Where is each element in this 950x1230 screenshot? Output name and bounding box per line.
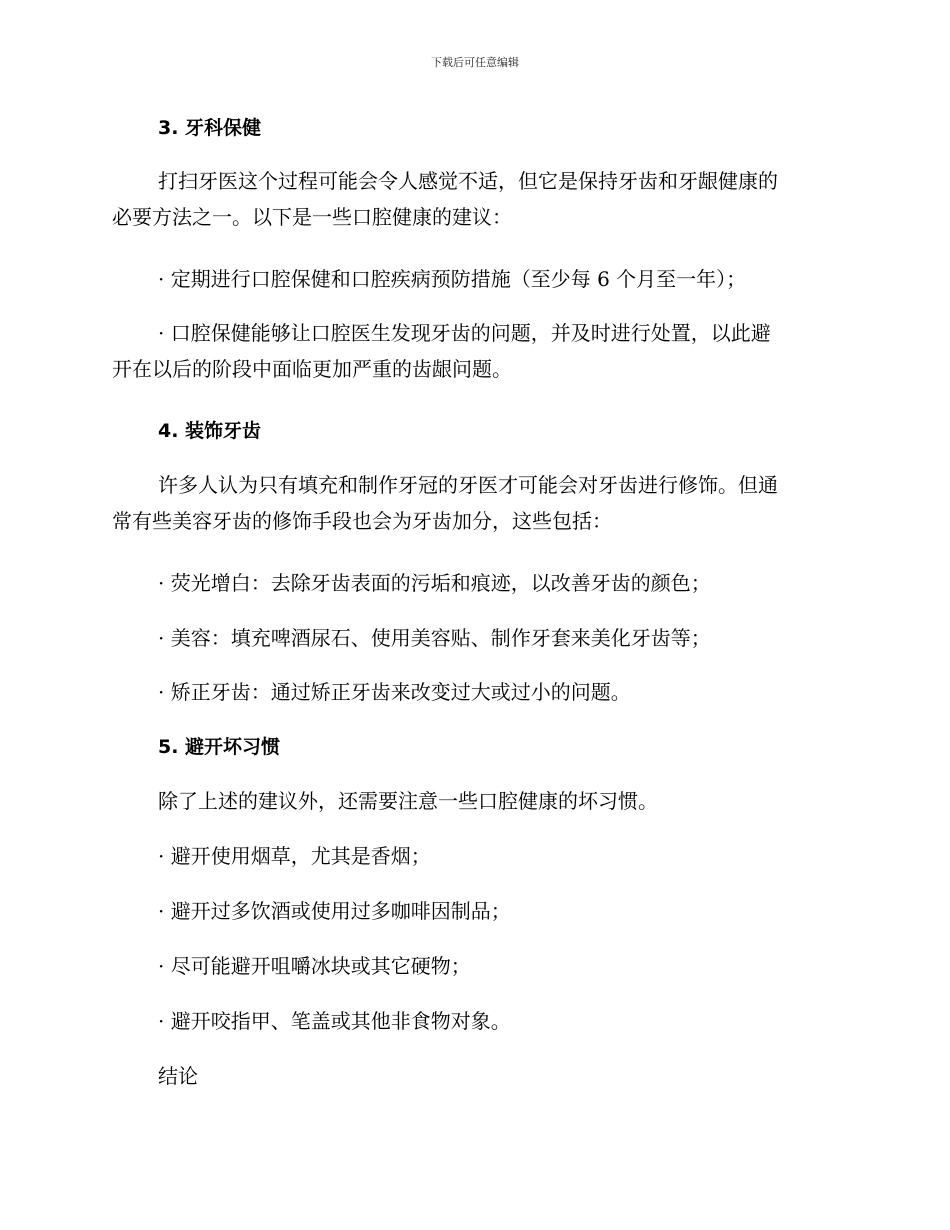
page-header: 下载后可任意编辑 xyxy=(431,56,519,69)
section-5-bullet-4: · 避开咬指甲、笔盖或其他非食物对象。 xyxy=(158,1009,511,1033)
section-3-bullet-2-line2: 开在以后的阶段中面临更加严重的齿龈问题。 xyxy=(112,357,512,381)
section-4-intro-line1: 许多人认为只有填充和制作牙冠的牙医才可能会对牙齿进行修饰。但通 xyxy=(158,473,778,497)
section-4-heading: 4. 装饰牙齿 xyxy=(158,420,262,442)
section-4-bullet-3: · 矫正牙齿：通过矫正牙齿来改变过大或过小的问题。 xyxy=(158,680,631,704)
section-3-bullet-1: · 定期进行口腔保健和口腔疾病预防措施（至少每 6 个月至一年）； xyxy=(158,267,747,291)
section-3-bullet-2 xyxy=(112,315,832,387)
section-3-intro-line2: 必要方法之一。以下是一些口腔健康的建议： xyxy=(112,205,512,229)
section-5-bullet-3: · 尽可能避开咀嚼冰块或其它硬物； xyxy=(158,954,471,978)
section-5-heading: 5. 避开坏习惯 xyxy=(158,736,281,758)
section-3-intro xyxy=(112,163,832,235)
section-4-intro-line2: 常有些美容牙齿的修饰手段也会为牙齿加分，这些包括： xyxy=(112,509,612,533)
section-5-bullet-1: · 避开使用烟草，尤其是香烟； xyxy=(158,844,431,868)
section-5-bullet-2: · 避开过多饮酒或使用过多咖啡因制品； xyxy=(158,899,511,923)
section-3-intro-line1: 打扫牙医这个过程可能会令人感觉不适，但它是保持牙齿和牙龈健康的 xyxy=(158,169,778,193)
section-5-intro: 除了上述的建议外，还需要注意一些口腔健康的坏习惯。 xyxy=(158,789,658,813)
section-4-intro xyxy=(112,467,832,539)
section-4-bullet-1: · 荧光增白：去除牙齿表面的污垢和痕迹，以改善牙齿的颜色； xyxy=(158,571,711,595)
conclusion-heading: 结论 xyxy=(158,1064,198,1088)
section-3-bullet-2-line1: · 口腔保健能够让口腔医生发现牙齿的问题，并及时进行处置，以此避 xyxy=(158,321,771,345)
section-3-heading: 3. 牙科保健 xyxy=(158,117,262,139)
section-4-bullet-2: · 美容：填充啤酒尿石、使用美容贴、制作牙套来美化牙齿等； xyxy=(158,626,711,650)
